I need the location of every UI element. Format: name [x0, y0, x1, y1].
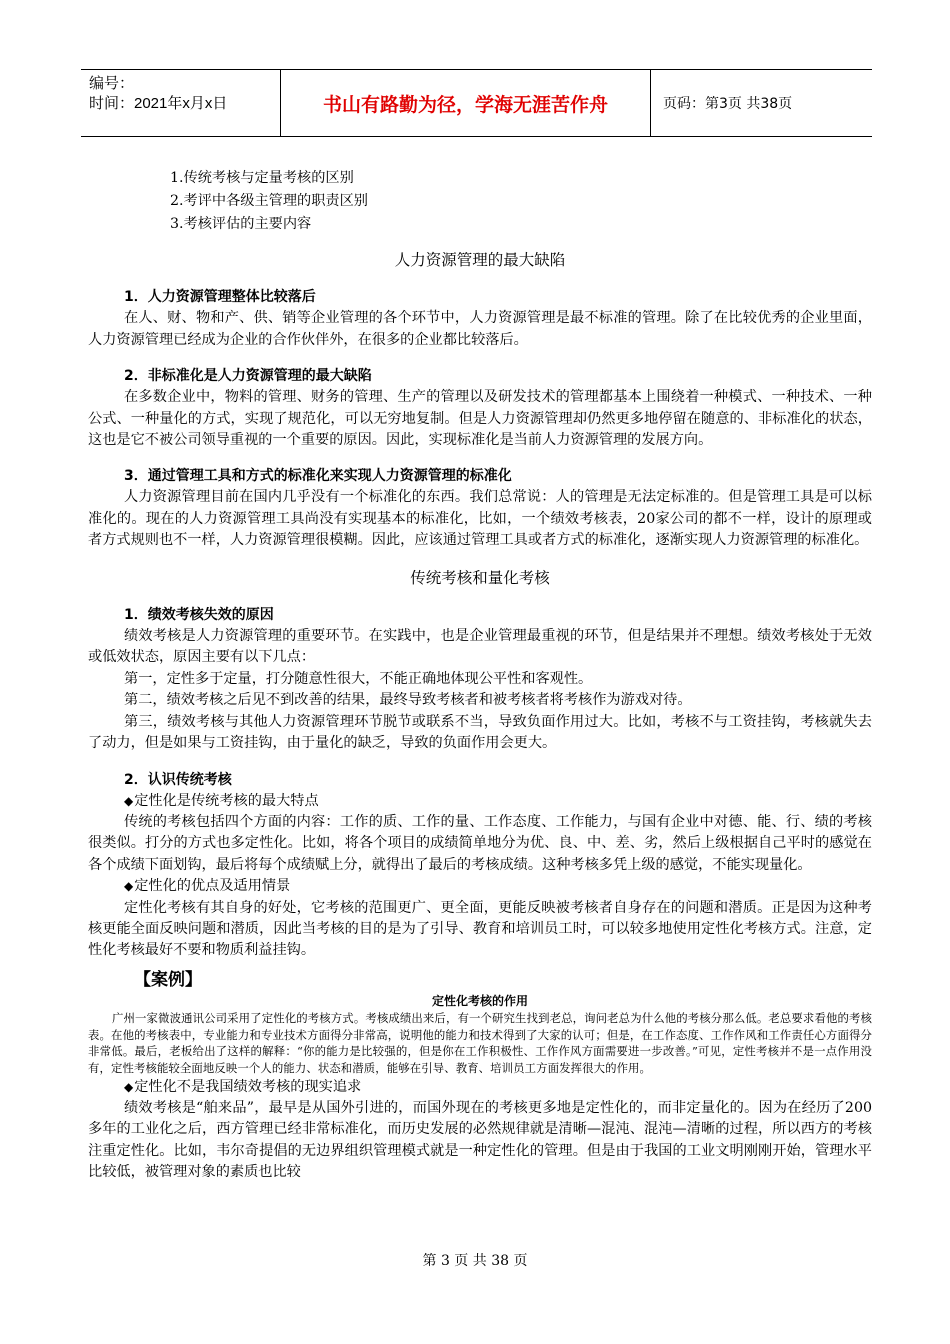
subheading: 2．认识传统考核	[124, 771, 232, 788]
toc-item: 3.考核评估的主要内容	[170, 216, 312, 232]
subheading: 1．人力资源管理整体比较落后	[124, 289, 316, 306]
subheading: 2．非标准化是人力资源管理的最大缺陷	[124, 368, 372, 385]
diamond-bullet-icon: ◆	[124, 793, 134, 808]
subheading: 3．通过管理工具和方式的标准化来实现人力资源管理的标准化	[124, 468, 512, 485]
paragraph: 绩效考核是“舶来品”，最早是从国外引进的，而国外现在的考核更多地是定性化的，而非定量化的。因为在经历了200多年的工业化之后，西方管理已经非常标准化，而历史发展的必然规律就是清晰—混沌、混沌—清晰的过程，所以西方的考核注重定性化。比如，韦尔奇提倡的无边界组织管理模式就是一种定性化的管理。但是由于我国的工业文明刚刚开始，管理水平比较低，被管理对象的素质也比较	[88, 1099, 872, 1181]
case-text: 广州一家微波通讯公司采用了定性化的考核方式。考核成绩出来后，有一个研究生找到老总，询问老总为什么他的考核分那么低。老总要求看他的考核表。在他的考核表中，专业能力和专业技术方面得分非常高，说明他的能力和技术得到了大家的认可；但是，在工作态度、工作作风和工作责任心方面得分非常低。最后，老板给出了这样的解释：“你的能力是比较强的，但是你在工作积极性、工作作风方面需要进一步改善。”可见，定性考核并不是一点作用没有，定性考核能较全面地反映一个人的能力、状态和潜质，能够在引导、教育、培训员工方面发挥很大的作用。	[88, 1011, 872, 1075]
paragraph: 第二，绩效考核之后见不到改善的结果，最终导致考核者和被考核者将考核作为游戏对待。	[124, 692, 692, 709]
bullet-item	[124, 791, 872, 812]
paragraph: 定性化考核有其自身的好处，它考核的范围更广、更全面，更能反映被考核者自身存在的问题和潜质。正是因为这种考核更能全面反映问题和潜质，因此当考核的目的是为了引导、教育和培训员工时，可以较多地使用定性化考核方式。注意，定性化考核最好不要和物质利益挂钩。	[88, 899, 872, 959]
section-title: 人力资源管理的最大缺陷	[394, 251, 566, 269]
page-header	[81, 69, 872, 137]
subheading: 1．绩效考核失效的原因	[124, 607, 274, 624]
case-title: 定性化考核的作用	[431, 994, 528, 1009]
toc-item: 2.考评中各级主管理的职责区别	[170, 193, 368, 209]
header-page-info: 页码：第3页 共38页	[663, 96, 793, 112]
section-title: 传统考核和量化考核	[410, 568, 550, 587]
paragraph: 第三，绩效考核与其他人力资源管理环节脱节或联系不当，导致负面作用过大。比如，考核不与工资挂钩，考核就失去了动力，但是如果与工资挂钩，由于量化的缺乏，导致的负面作用会更大。	[88, 713, 872, 752]
header-motto: 书山有路勤为径，学海无涯苦作舟	[281, 70, 651, 136]
bullet-item	[124, 1077, 872, 1098]
document-body	[88, 167, 872, 1184]
time-label: 时间：2021年x月x日	[89, 95, 228, 112]
bullet-text: 定性化的优点及适用情景	[134, 878, 291, 895]
number-label: 编号：	[89, 75, 135, 92]
diamond-bullet-icon: ◆	[124, 1079, 134, 1094]
paragraph: 绩效考核是人力资源管理的重要环节。在实践中，也是企业管理最重视的环节，但是结果并不理想。绩效考核处于无效或低效状态，原因主要有以下几点：	[88, 628, 872, 666]
bullet-item	[124, 876, 872, 897]
paragraph: 第一，定性多于定量，打分随意性很大，不能正确地体现公平性和客观性。	[124, 670, 593, 687]
paragraph: 传统的考核包括四个方面的内容：工作的质、工作的量、工作态度、工作能力，与国有企业中对德、能、行、绩的考核很类似。打分的方式也多定性化。比如，将各个项目的成绩简单地分为优、良、中、差、劣，然后上级根据自己平时的感觉在各个成绩下面划钩，最后将每个成绩赋上分，就得出了最后的考核成绩。这种考核多凭上级的感觉，不能实现量化。	[88, 813, 872, 873]
toc-item: 1.传统考核与定量考核的区别	[170, 170, 354, 186]
diamond-bullet-icon: ◆	[124, 879, 134, 894]
paragraph: 在多数企业中，物料的管理、财务的管理、生产的管理以及研发技术的管理都基本上围绕着一种模式、一种技术、一种公式、一种量化的方式，实现了规范化，可以无穷地复制。但是人力资源管理却仍然更多地停留在随意的、非标准化的状态，这也是它不被公司领导重视的一个重要的原因。因此，实现标准化是当前人力资源管理的发展方向。	[88, 389, 872, 449]
bullet-text: 定性化不是我国绩效考核的现实追求	[134, 1078, 362, 1095]
page-footer: 第 3 页 共 38 页	[422, 1253, 528, 1269]
bullet-text: 定性化是传统考核的最大特点	[134, 792, 319, 809]
case-label: 【案例】	[134, 969, 202, 990]
paragraph: 人力资源管理目前在国内几乎没有一个标准化的东西。我们总常说：人的管理是无法定标准的。但是管理工具是可以标准化的。现在的人力资源管理工具尚没有实现基本的标准化，比如，一个绩效考核表，20家公司的都不一样，设计的原理或者方式规则也不一样，人力资源管理很模糊。因此，应该通过管理工具或者方式的标准化，逐渐实现人力资源管理的标准化。	[88, 489, 872, 549]
toc-list	[170, 167, 872, 236]
paragraph: 在人、财、物和产、供、销等企业管理的各个环节中，人力资源管理是最不标准的管理。除了在比较优秀的企业里面，人力资源管理已经成为企业的合作伙伴外，在很多的企业都比较落后。	[88, 310, 872, 348]
header-meta	[81, 70, 281, 136]
